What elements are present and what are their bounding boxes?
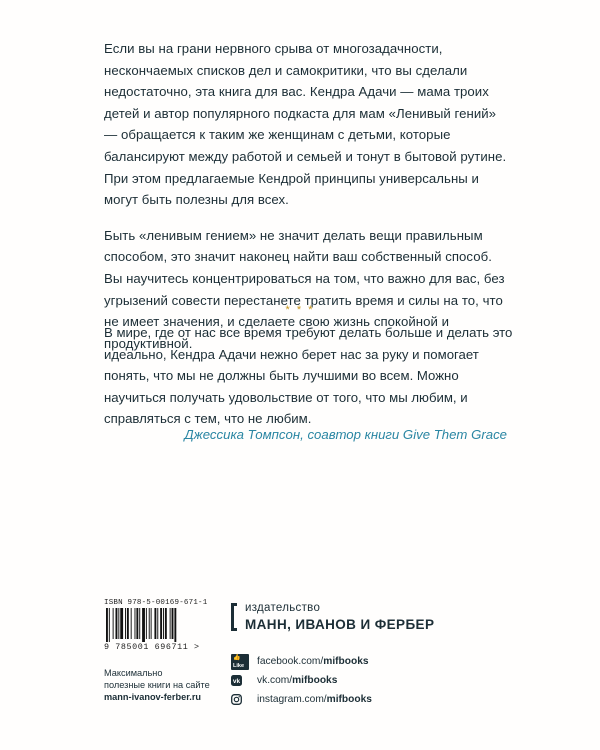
- instagram-icon: [231, 694, 249, 705]
- facebook-like-icon: 👍Like: [231, 654, 249, 670]
- isbn-barcode: [104, 599, 209, 657]
- publisher-label: издательство: [245, 602, 321, 614]
- publisher-logo-bracket: [231, 603, 237, 631]
- caption-line-1: Максимально: [104, 668, 163, 678]
- barcode-digits: 9 785001 696711 >: [104, 642, 200, 652]
- publisher-name: МАНН, ИВАНОВ И ФЕРБЕР: [245, 617, 435, 632]
- section-separator: * * *: [285, 304, 315, 316]
- social-link-prefix: vk.com/: [257, 675, 293, 686]
- annotation-paragraph-2: Быть «ленивым гением» не значит делать вещи правильным способом, это значит наконец найти ваш собственный способ. Вы научитесь концентрироваться на том, что важно для вас, без угрызений совести перестанете тратить время и силы на то, что не имеет значения, и сделаете свою жизнь спокойной и продуктивной.: [104, 227, 505, 351]
- social-link-instagram[interactable]: [231, 690, 372, 709]
- social-link-handle: mifbooks: [326, 694, 372, 705]
- social-link-prefix: instagram.com/: [257, 694, 327, 705]
- social-links: [231, 652, 372, 709]
- social-link-handle: mifbooks: [292, 675, 338, 686]
- social-link-vk[interactable]: [231, 671, 372, 690]
- annotation-paragraph-1: Если вы на грани нервного срыва от многозадачности, нескончаемых списков дел и самокритики, что вы сделали недостаточно, эта книга для вас. Кендра Адачи — мама троих детей и автор популярного подкаста для мам «Ленивый гений» — обращается к таким же женщинам с детьми, которые балансируют между работой и семьей и тонут в бытовой рутине. При этом предлагаемые Кендрой принципы универсальны и могут быть полезны для всех.: [104, 41, 507, 208]
- vk-icon: [231, 675, 249, 686]
- publisher-website-link[interactable]: mann-ivanov-ferber.ru: [104, 692, 202, 702]
- social-link-prefix: facebook.com/: [257, 656, 324, 667]
- social-link-handle: mifbooks: [323, 656, 369, 667]
- social-link-facebook[interactable]: [231, 652, 372, 671]
- caption-line-2: полезные книги на сайте: [104, 680, 210, 690]
- review-attribution: Джессика Томпсон, соавтор книги Give Them Grace: [184, 427, 507, 442]
- review-paragraph: В мире, где от нас все время требуют делать больше и делать это идеально, Кендра Адачи нежно берет нас за руку и помогает понять, что мы не должны быть лучшими во всем. Можно научиться получать удовольствие от того, что мы любим, и справляться с тем, что не любим.: [104, 325, 513, 427]
- isbn-number: ISBN 978-5-00169-671-1: [104, 599, 208, 607]
- svg-text:vk: vk: [232, 678, 241, 685]
- barcode-icon: [104, 608, 204, 642]
